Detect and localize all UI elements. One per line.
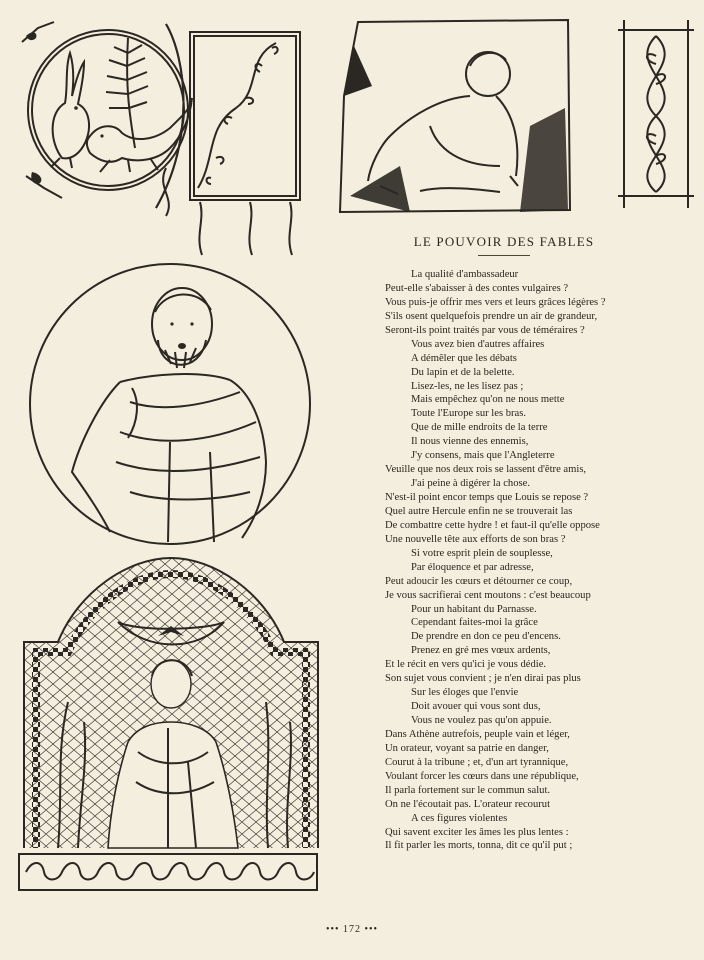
poem-line: Son sujet vous convient ; je n'en dirai pas plus (385, 673, 581, 685)
poem-line: J'ai peine à digérer la chose. (411, 478, 530, 490)
poem-line: Il nous vienne des ennemis, (411, 436, 529, 448)
poem-line: Sur les éloges que l'envie (411, 687, 519, 699)
poem-line: A démêler que les débats (411, 352, 517, 364)
poem-line: De combattre cette hydre ! et faut-il qu'elle oppose (385, 519, 600, 531)
poem-line: Courut à la tribune ; et, d'un art tyrannique, (385, 756, 569, 768)
page-number: 172 (343, 924, 361, 935)
poem-line: Une nouvelle tête aux efforts de son bras ? (385, 533, 566, 545)
poem-line: Il parla fortement sur le commun salut. (385, 784, 551, 796)
poem-line: Mais empêchez qu'on ne nous mette (411, 394, 565, 406)
poem-line: Cependant faites-moi la grâce (411, 617, 538, 629)
poem-line: Vous puis-je offrir mes vers et leurs grâces légères ? (385, 296, 606, 308)
hercules-stone-relief (320, 16, 580, 216)
floral-column-ornament (616, 16, 696, 212)
mosaic-figure-panel (18, 552, 324, 852)
poem-line: Lisez-les, ne les lisez pas ; (411, 380, 524, 392)
poem-line: Je vous sacrifierai cent moutons : c'est beaucoup (385, 589, 591, 601)
leaf-ornament-icon (22, 168, 66, 202)
orator-medallion (20, 262, 320, 562)
poem-line: Qui savent exciter les âmes les plus lentes : (385, 826, 569, 838)
poem-line: Il fit parler les morts, tonna, dit ce qu'il put ; (385, 840, 573, 852)
poem-line: Doit avouer qui vous sont dus, (411, 701, 541, 713)
poem-line: Par éloquence et par adresse, (411, 561, 534, 573)
poem-line: A ces figures violentes (411, 812, 508, 824)
poem-line: Seront-ils point traités par vous de téméraires ? (385, 324, 585, 336)
poem-line: S'ils osent quelquefois prendre un air de grandeur, (385, 310, 598, 322)
poem-title: LE POUVOIR DES FABLES (413, 234, 595, 249)
poem-line: Et le récit en vers qu'ici je vous dédie. (385, 659, 547, 671)
poem-line: Prenez en gré mes vœux ardents, (411, 645, 551, 657)
poem-line: Vous ne voulez pas qu'on appuie. (411, 715, 552, 726)
poem-line: Du lapin et de la belette. (411, 366, 515, 378)
poem-body (385, 268, 685, 853)
poem-line: Veuille que nos deux rois se lassent d'être amis, (385, 464, 587, 476)
scroll-border-ornament (18, 852, 318, 892)
poem-line: Pour un habitant du Parnasse. (411, 603, 537, 615)
poem-line: La qualité d'ambassadeur (411, 269, 519, 280)
poem-line: Peut-elle s'abaisser à des contes vulgaires ? (385, 282, 569, 294)
leaf-ornament-icon (18, 20, 58, 50)
page-footer (0, 924, 704, 935)
folio-ornament-icon: ••• (364, 924, 379, 935)
vine-frame-panel (146, 18, 316, 218)
poem-line: Voulant forcer les cœurs dans une république, (385, 770, 579, 782)
poem-line: Un orateur, voyant sa patrie en danger, (385, 742, 549, 754)
title-rule (478, 255, 530, 256)
poem-line: Toute l'Europe sur les bras. (411, 408, 527, 420)
poem-line: De prendre en don ce peu d'encens. (411, 631, 561, 643)
poem-line: Quel autre Hercule enfin ne se trouverait las (385, 505, 573, 517)
poem-line: Que de mille endroits de la terre (411, 422, 548, 434)
poem-line: Vous avez bien d'autres affaires (411, 338, 545, 350)
poem-line: Si votre esprit plein de souplesse, (411, 547, 553, 559)
poem-line: N'est-il point encor temps que Louis se repose ? (385, 492, 589, 503)
poem-line: On ne l'écoutait pas. L'orateur recourut (385, 798, 551, 810)
poem-line: J'y consens, mais que l'Angleterre (411, 450, 555, 462)
poem-line: Peut adoucir les cœurs et détourner ce coup, (385, 575, 573, 587)
hanging-vine-ornament (190, 200, 310, 260)
folio-ornament-icon: ••• (325, 924, 340, 935)
poem-line: Dans Athène autrefois, peuple vain et léger, (385, 728, 570, 740)
